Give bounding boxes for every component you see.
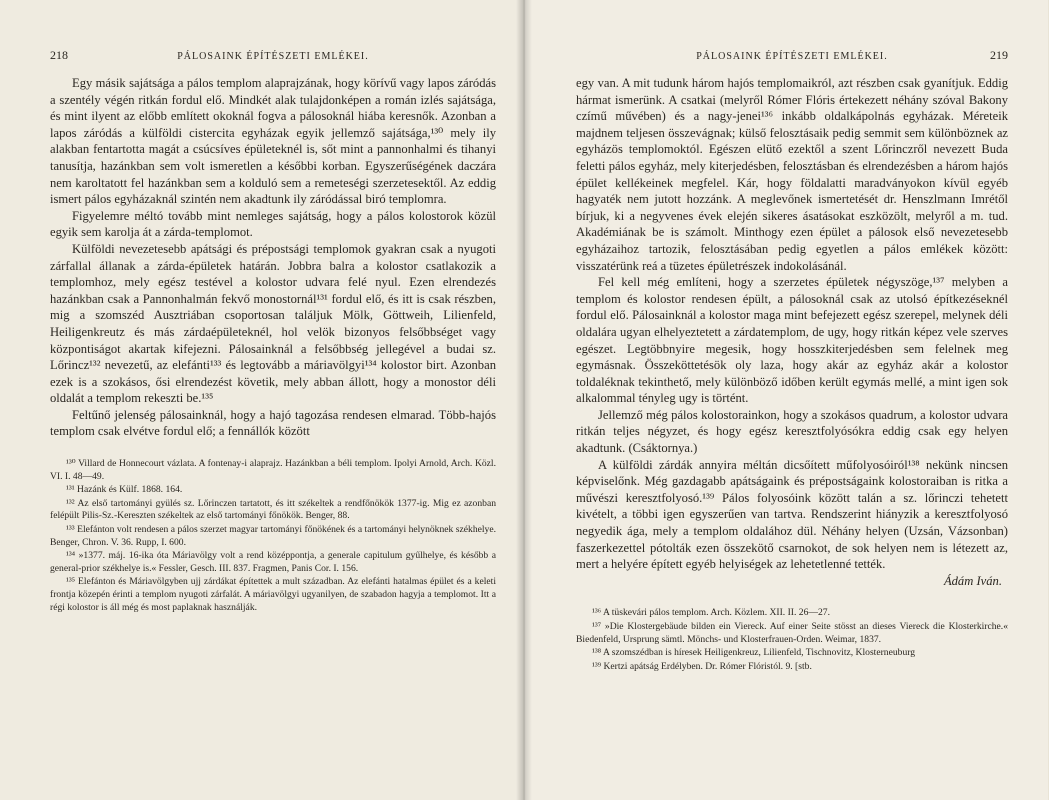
paragraph: Fel kell még említeni, hogy a szerzetes épületek négyszöge,¹³⁷ melyben a templom és kolostor rendesen épült, a pálosoknál csak az utolsó építkezéseknél fordul elő. Pálosainknál a kolostor maga mint befejezett egész szerepel, melynek déli oldalára ugyan elhelyeztetett a zárdatemplom, de ugy, hogy ritkán képez vele szerves egészet. Legtöbbnyire megesik, hogy hosszkiterjedésben sem felelnek meg egymásnak. Összeköttetésök oly laza, hogy akár az egyház akár a kolostor toldaléknak tekinthető, mely különböző időben került egymás mellé, a mint igen sok alkalommal tényleg ugy is történt. [576, 275, 1008, 406]
footnotes [50, 458, 496, 614]
running-head-title: PÁLOSAINK ÉPÍTÉSZETI EMLÉKEI. [177, 51, 369, 62]
running-head-title: PÁLOSAINK ÉPÍTÉSZETI EMLÉKEI. [696, 51, 888, 62]
author-signature: Ádám Iván. [943, 573, 1002, 588]
running-head-right [576, 48, 1008, 63]
footnote: ¹³⁶ A tüskevári pálos templom. Arch. Közlem. XII. II. 26—27. [592, 607, 830, 619]
footnote: ¹³² Az első tartományi gyülés sz. Lőrinczen tartatott, és itt székeltek a rendfőnökök 1377-ig. Mig ez azonban felépült Pilis-Sz.-Kereszten székeltek az első tartományi főnökök. Benger, 88. [50, 497, 496, 522]
paragraph: Feltűnő jelenség pálosainknál, hogy a hajó tagozása rendesen elmarad. Több-hajós templom csak elvétve fordul elő; a fennállók között [50, 407, 496, 439]
paragraph: Jellemző még pálos kolostorainkon, hogy a szokásos quadrum, a kolostor udvara ritkán teljes négyzet, és hogy egész keresztfolyósókra eddig csak egy helyen akadtunk. (Csáktornya.) [576, 407, 1008, 456]
page-number: 219 [990, 48, 1008, 62]
paragraph: A külföldi zárdák annyira méltán dicsőített műfolyosóiról¹³⁸ nekünk nincsen képviselőnk. Még gazdagabb apátságaink és prépostságaink kolostoraiban is ritka a művészi keresztfolyosó.¹³⁹ Pálos folyosóink között talán a sz. lőrinczi tehetett kivételt, a többi igen egyszerűen van tartva. Rendszerint hiányzik a keresztfolyosó negyedik ága, mely a templom oldalához dül. Néhány helyen (Uzsán, Vázsonban) faszerkezettel pótolták ezen összekötő csarnokot, de sok helyen nem is létezett az, mert a helyére épített egyéb helyiségek az lehetetlenné tették. [576, 457, 1008, 572]
right-page [524, 0, 1048, 800]
paragraph: Külföldi nevezetesebb apátsági és prépostsági templomok gyakran csak a nyugoti zárfallal állanak a zárda-épületek határán. Jobbra balra a kolostor csatlakozik a templomhoz, mely egész testével a kolostor udvara felé nyul. Ezen elrendezés hazánkban csak a Pannonhalmán fekvő monostornál¹³¹ fordul elő, és itt is csak részben, mig a szomszéd Ausztriában csoportosan találjuk Mölk, Göttweih, Lilienfeld, Heiligenkreutz és más zárdaépületeknél, hol velök bizonyos felsőbbséget vagy központiságot akartak kifejezni. Pálosainknál a felsőbbség jellegével a budai sz. Lőrincz¹³² nevezetű, az elefánti¹³³ és legtovább a máriavölgyi¹³⁴ kolostor birt. Azonban ezek is a szokásos, ősi elrendezést követik, mely abban állott, hogy a monostor déli oldalát a templom rekeszti be.¹³⁵ [50, 241, 496, 406]
footnote: ¹³⁹ Kertzi apátság Erdélyben. Dr. Rómer Flóristól. 9. [stb. [592, 660, 812, 672]
footnotes [576, 607, 1008, 673]
footnote: ¹³⁴ »1377. máj. 16-ika óta Máriavölgy volt a rend középpontja, a generale capitulum gyűlhelye, és később a general-prior székhelye is.« Fessler, Gesch. III. 837. Fragmen, Panis Cor. I. 156. [50, 550, 496, 574]
running-head-left [50, 48, 496, 63]
paragraph: egy van. A mit tudunk három hajós templomaikról, azt részben csak gyanítjuk. Eddig hármat ismerünk. A csatkai (melyről Rómer Flóris értekezett néhány szóval Bakony czímű művében) és a nagy-jenei¹³⁶ inkább oldalkápolnás egyházak. Méreteik majdnem teljesen összevágnak; külső felosztásaik pedig semmit sem különböznek az egyházös templomoktól. Egészen elütő ezektől a szent Lőrinczről nevezett Buda feletti pálos egyház, mely kiterjedésben, felosztásban és elrendezésben a három hajós épület kellékeinek megfelel. Kár, hogy földalatti maradványokon kívül egyéb hagyaték nem jutott hozzánk. A meglevőnek ismertetését dr. Henszlmann Imrétől bírjuk, ki a negyvenes évek elején sikeres ásatásokat eszközölt, melyről a m. tud. Akadémiának be is számolt. Minthogy ezen épület a pálosok első nevezetesebb egyházaihoz tartozik, felosztásában pedig egyetlen a pálos emlékek között: visszatérünk reá a tüzetes épületrészek indokolásánál. [576, 76, 1008, 273]
footnote: ¹³⁵ Elefánton és Máriavölgyben ujj zárdákat építettek a mult században. Az elefánti hatalmas épület és a keleti frontja közepén érinti a templom nyugoti zárfalát. A máriavölgyi ugyanilyen, de szabadon hagyja a templomot. Itt a régi kolostor is áll még és most paplaknak használják. [50, 576, 496, 613]
body-text [576, 75, 1008, 589]
footnote: ¹³⁰ Villard de Honnecourt vázlata. A fontenay-i alaprajz. Hazánkban a béli templom. Ipolyi Arnold, Arch. Közl. VI. I. 48—49. [50, 458, 496, 482]
footnote: ¹³⁷ »Die Klostergebäude bilden ein Viereck. Auf einer Seite stösst an dieses Viereck die Klosterkirche.« Biedenfeld, Ursprung sämtl. Mönchs- und Klosterfrauen-Orden. Weimar, 1837. [576, 621, 1008, 645]
page-number: 218 [50, 48, 68, 62]
paragraph: Egy másik sajátsága a pálos templom alaprajzának, hogy körívű vagy lapos záródás a szentély végén ritkán fordul elő. Mindkét alak tulajdonképen a román izlés sajátsága, és mint ilyent az előbb említett okoknál fogva a pálosoknál hiába keresnők. Azonban a lapos záródás a külföldi cistercita egyházak egyik jellemző sajátsága,¹³⁰ mely ily alakban fentartotta magát a csúcsíves épületeknél is, sőt mint a pannonhalmi és tihanyi tanusítja, hazánkban sem volt ismeretlen a későbbi korban. Egyszerűségének daczára nem karoltatott fel hazánkban sem a kolduló sem a remeteségi szerzetesektől. Az eddig ismert pálos egyházaknál szintén nem akadtunk ily záródással biró templomra. [50, 76, 496, 207]
paragraph: Figyelemre méltó tovább mint nemleges sajátság, hogy a pálos kolostorok közül egyik sem karolja át a zárda-templomot. [50, 208, 496, 240]
footnote: ¹³³ Elefánton volt rendesen a pálos szerzet magyar tartományi főnökének és a tartományi helynöknek székhelye. Benger, Chron. V. 36. Rupp, I. 600. [50, 524, 496, 548]
footnote: ¹³¹ Hazánk és Külf. 1868. 164. [66, 484, 183, 496]
footnote: ¹³⁸ A szomszédban is híresek Heiligenkreuz, Lilienfeld, Tischnovitz, Klosterneuburg [592, 647, 916, 659]
body-text [50, 75, 496, 440]
left-page [0, 0, 524, 800]
